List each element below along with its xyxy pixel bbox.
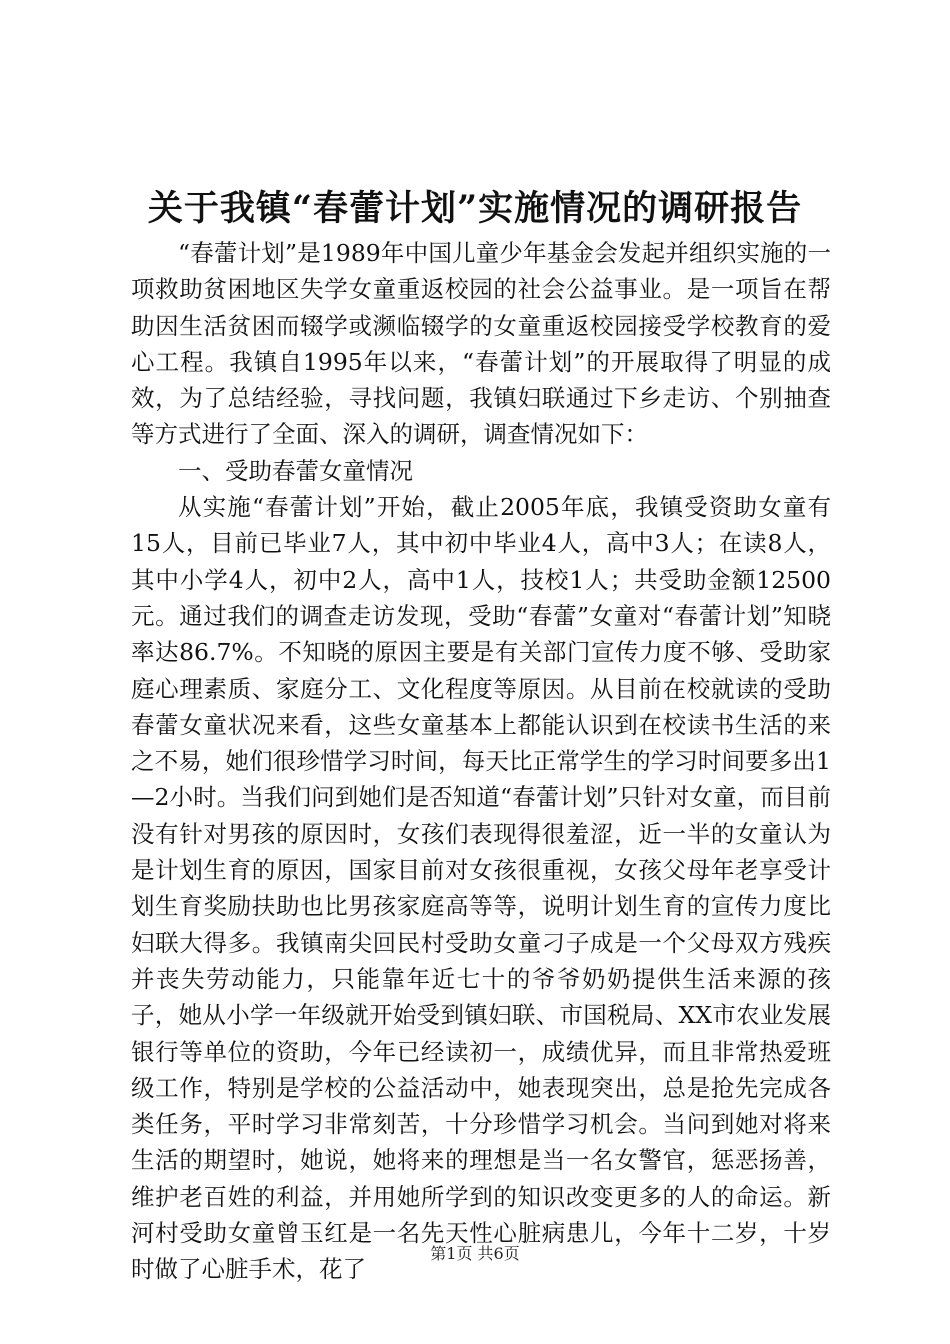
document-body (131, 235, 831, 1288)
document-title: 关于我镇“春蕾计划”实施情况的调研报告 (147, 188, 803, 229)
body-paragraph: 从实施“春蕾计划”开始，截止2005年底，我镇受资助女童有15人，目前已毕业7人，其中初中毕业4人，高中3人；在读8人，其中小学4人，初中2人，高中1人，技校1人；共受助金额12500元。通过我们的调查走访发现，受助“春蕾”女童对“春蕾计划”知晓率达86.7%。不知晓的原因主要是有关部门宣传力度不够、受助家庭心理素质、家庭分工、文化程度等原因。从目前在校就读的受助春蕾女童状况来看，这些女童基本上都能认识到在校读书生活的来之不易，她们很珍惜学习时间，每天比正常学生的学习时间要多出1—2小时。当我们问到她们是否知道“春蕾计划”只针对女童，而目前没有针对男孩的原因时，女孩们表现得很羞涩，近一半的女童认为是计划生育的原因，国家目前对女孩很重视，女孩父母年老享受计划生育奖励扶助也比男孩家庭高等等，说明计划生育的宣传力度比妇联大得多。我镇南尖回民村受助女童刁子成是一个父母双方残疾并丧失劳动能力，只能靠年近七十的爷爷奶奶提供生活来源的孩子，她从小学一年级就开始受到镇妇联、市国税局、XX市农业发展银行等单位的资助，今年已经读初一，成绩优异，而且非常热爱班级工作，特别是学校的公益活动中，她表现突出，总是抢先完成各类任务，平时学习非常刻苦，十分珍惜学习机会。当问到她对将来生活的期望时，她说，她将来的理想是当一名女警官，惩恶扬善，维护老百姓的利益，并用她所学到的知识改变更多的人的命运。新河村受助女童曾玉红是一名先天性心脏病患儿，今年十二岁，十岁时做了心脏手术，花了 (131, 493, 831, 1284)
intro-paragraph: “春蕾计划”是1989年中国儿童少年基金会发起并组织实施的一项救助贫困地区失学女童重返校园的社会公益事业。是一项旨在帮助因生活贫困而辍学或濒临辍学的女童重返校园接受学校教育的爱心工程。我镇自1995年以来，“春蕾计划”的开展取得了明显的成效，为了总结经验，寻找问题，我镇妇联通过下乡走访、个别抽查等方式进行了全面、深入的调研，调查情况如下： (131, 239, 831, 449)
page-number-footer: 第1页 共6页 (430, 1244, 520, 1263)
section-heading: 一、受助春蕾女童情况 (178, 456, 413, 485)
